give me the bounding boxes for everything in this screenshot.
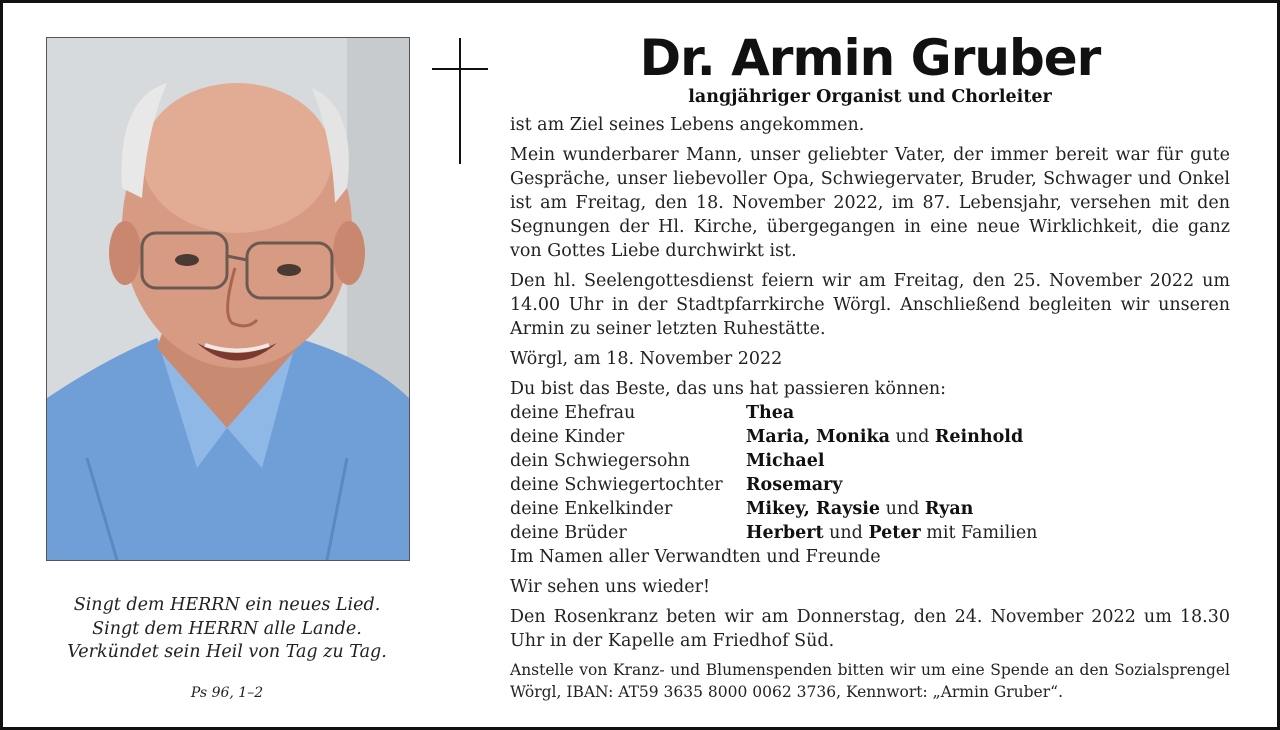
rosary-paragraph: Den Rosenkranz beten wir am Donnerstag, den 24. November 2022 um 18.30 Uhr in der Kapelle am Friedhof Süd.: [510, 607, 1230, 651]
family-name-part: Mikey, Raysie: [746, 499, 881, 519]
family-names: [746, 521, 1037, 545]
family-name-part: und: [889, 427, 935, 447]
family-name-part: Ryan: [924, 499, 974, 519]
family-names: [746, 401, 794, 425]
family-row: [510, 497, 1230, 521]
family-name-part: mit Familien: [920, 523, 1038, 543]
family-names: [746, 497, 973, 521]
psalm-reference: Ps 96, 1–2: [190, 684, 264, 701]
family-relation: deine Brüder: [510, 523, 627, 543]
family-row: [510, 401, 1230, 425]
family-list: [510, 401, 1230, 545]
family-names: [746, 449, 825, 473]
family-relation: deine Kinder: [510, 427, 625, 447]
main-paragraph: Mein wunderbarer Mann, unser geliebter Vater, der immer bereit war für gute Gespräche, unser liebevoller Opa, Schwiegervater, Bruder, Schwager und Onkel ist am Freitag, den 18. November 2022, im 87. Lebensjahr, versehen mit den Segnungen der Hl. Kirche, übergegangen in eine neue Wirklichkeit, die ganz von Gottes Liebe durchwirkt ist.: [510, 145, 1230, 261]
family-names: [746, 425, 1023, 449]
deceased-role: langjähriger Organist und Chorleiter: [688, 87, 1052, 107]
psalm-line: Singt dem HERRN ein neues Lied.: [73, 595, 381, 615]
donation-paragraph: Anstelle von Kranz- und Blumenspenden bitten wir um eine Spende an den Sozialsprengel Wörgl, IBAN: AT59 3635 8000 0062 3736, Kennwort: „Armin Gruber“.: [510, 661, 1230, 701]
portrait-photo: [46, 37, 410, 561]
family-names: [746, 473, 842, 497]
cross-icon: [459, 38, 461, 164]
intro-line: ist am Ziel seines Lebens angekommen.: [510, 115, 865, 135]
family-name-part: Peter: [868, 523, 921, 543]
family-name-part: und: [880, 499, 925, 519]
family-row: [510, 521, 1230, 545]
family-relation: deine Schwiegertochter: [510, 475, 723, 495]
family-name-part: Reinhold: [934, 427, 1024, 447]
family-name-part: und: [823, 523, 869, 543]
family-intro: Du bist das Beste, das uns hat passieren können:: [510, 379, 947, 399]
obituary-text: [510, 113, 1230, 703]
mass-paragraph: Den hl. Seelengottesdienst feiern wir am Freitag, den 25. November 2022 um 14.00 Uhr in der Stadtpfarrkirche Wörgl. Anschließend begleiten wir unseren Armin zu seiner letzten Ruhestätte.: [510, 271, 1230, 339]
family-row: [510, 449, 1230, 473]
farewell-line: Wir sehen uns wieder!: [510, 577, 710, 597]
family-row: [510, 473, 1230, 497]
psalm-quote: [46, 594, 408, 705]
family-name-part: Thea: [746, 403, 795, 423]
family-row: [510, 425, 1230, 449]
cross-icon-bar: [432, 68, 488, 70]
family-name-part: Maria, Monika: [746, 427, 890, 447]
deceased-name: Dr. Armin Gruber: [639, 29, 1101, 87]
psalm-line: Verkündet sein Heil von Tag zu Tag.: [67, 642, 387, 662]
psalm-line: Singt dem HERRN alle Lande.: [92, 618, 362, 639]
family-relation: dein Schwiegersohn: [510, 451, 690, 471]
family-name-part: Herbert: [746, 523, 824, 543]
family-relation: deine Enkelkinder: [510, 499, 673, 519]
family-relation: deine Ehefrau: [510, 403, 636, 423]
place-date: Wörgl, am 18. November 2022: [510, 349, 783, 369]
family-name-part: Rosemary: [746, 475, 843, 495]
family-name-part: Michael: [746, 451, 825, 471]
portrait-illustration: [47, 38, 409, 560]
relatives-line: Im Namen aller Verwandten und Freunde: [510, 547, 881, 567]
